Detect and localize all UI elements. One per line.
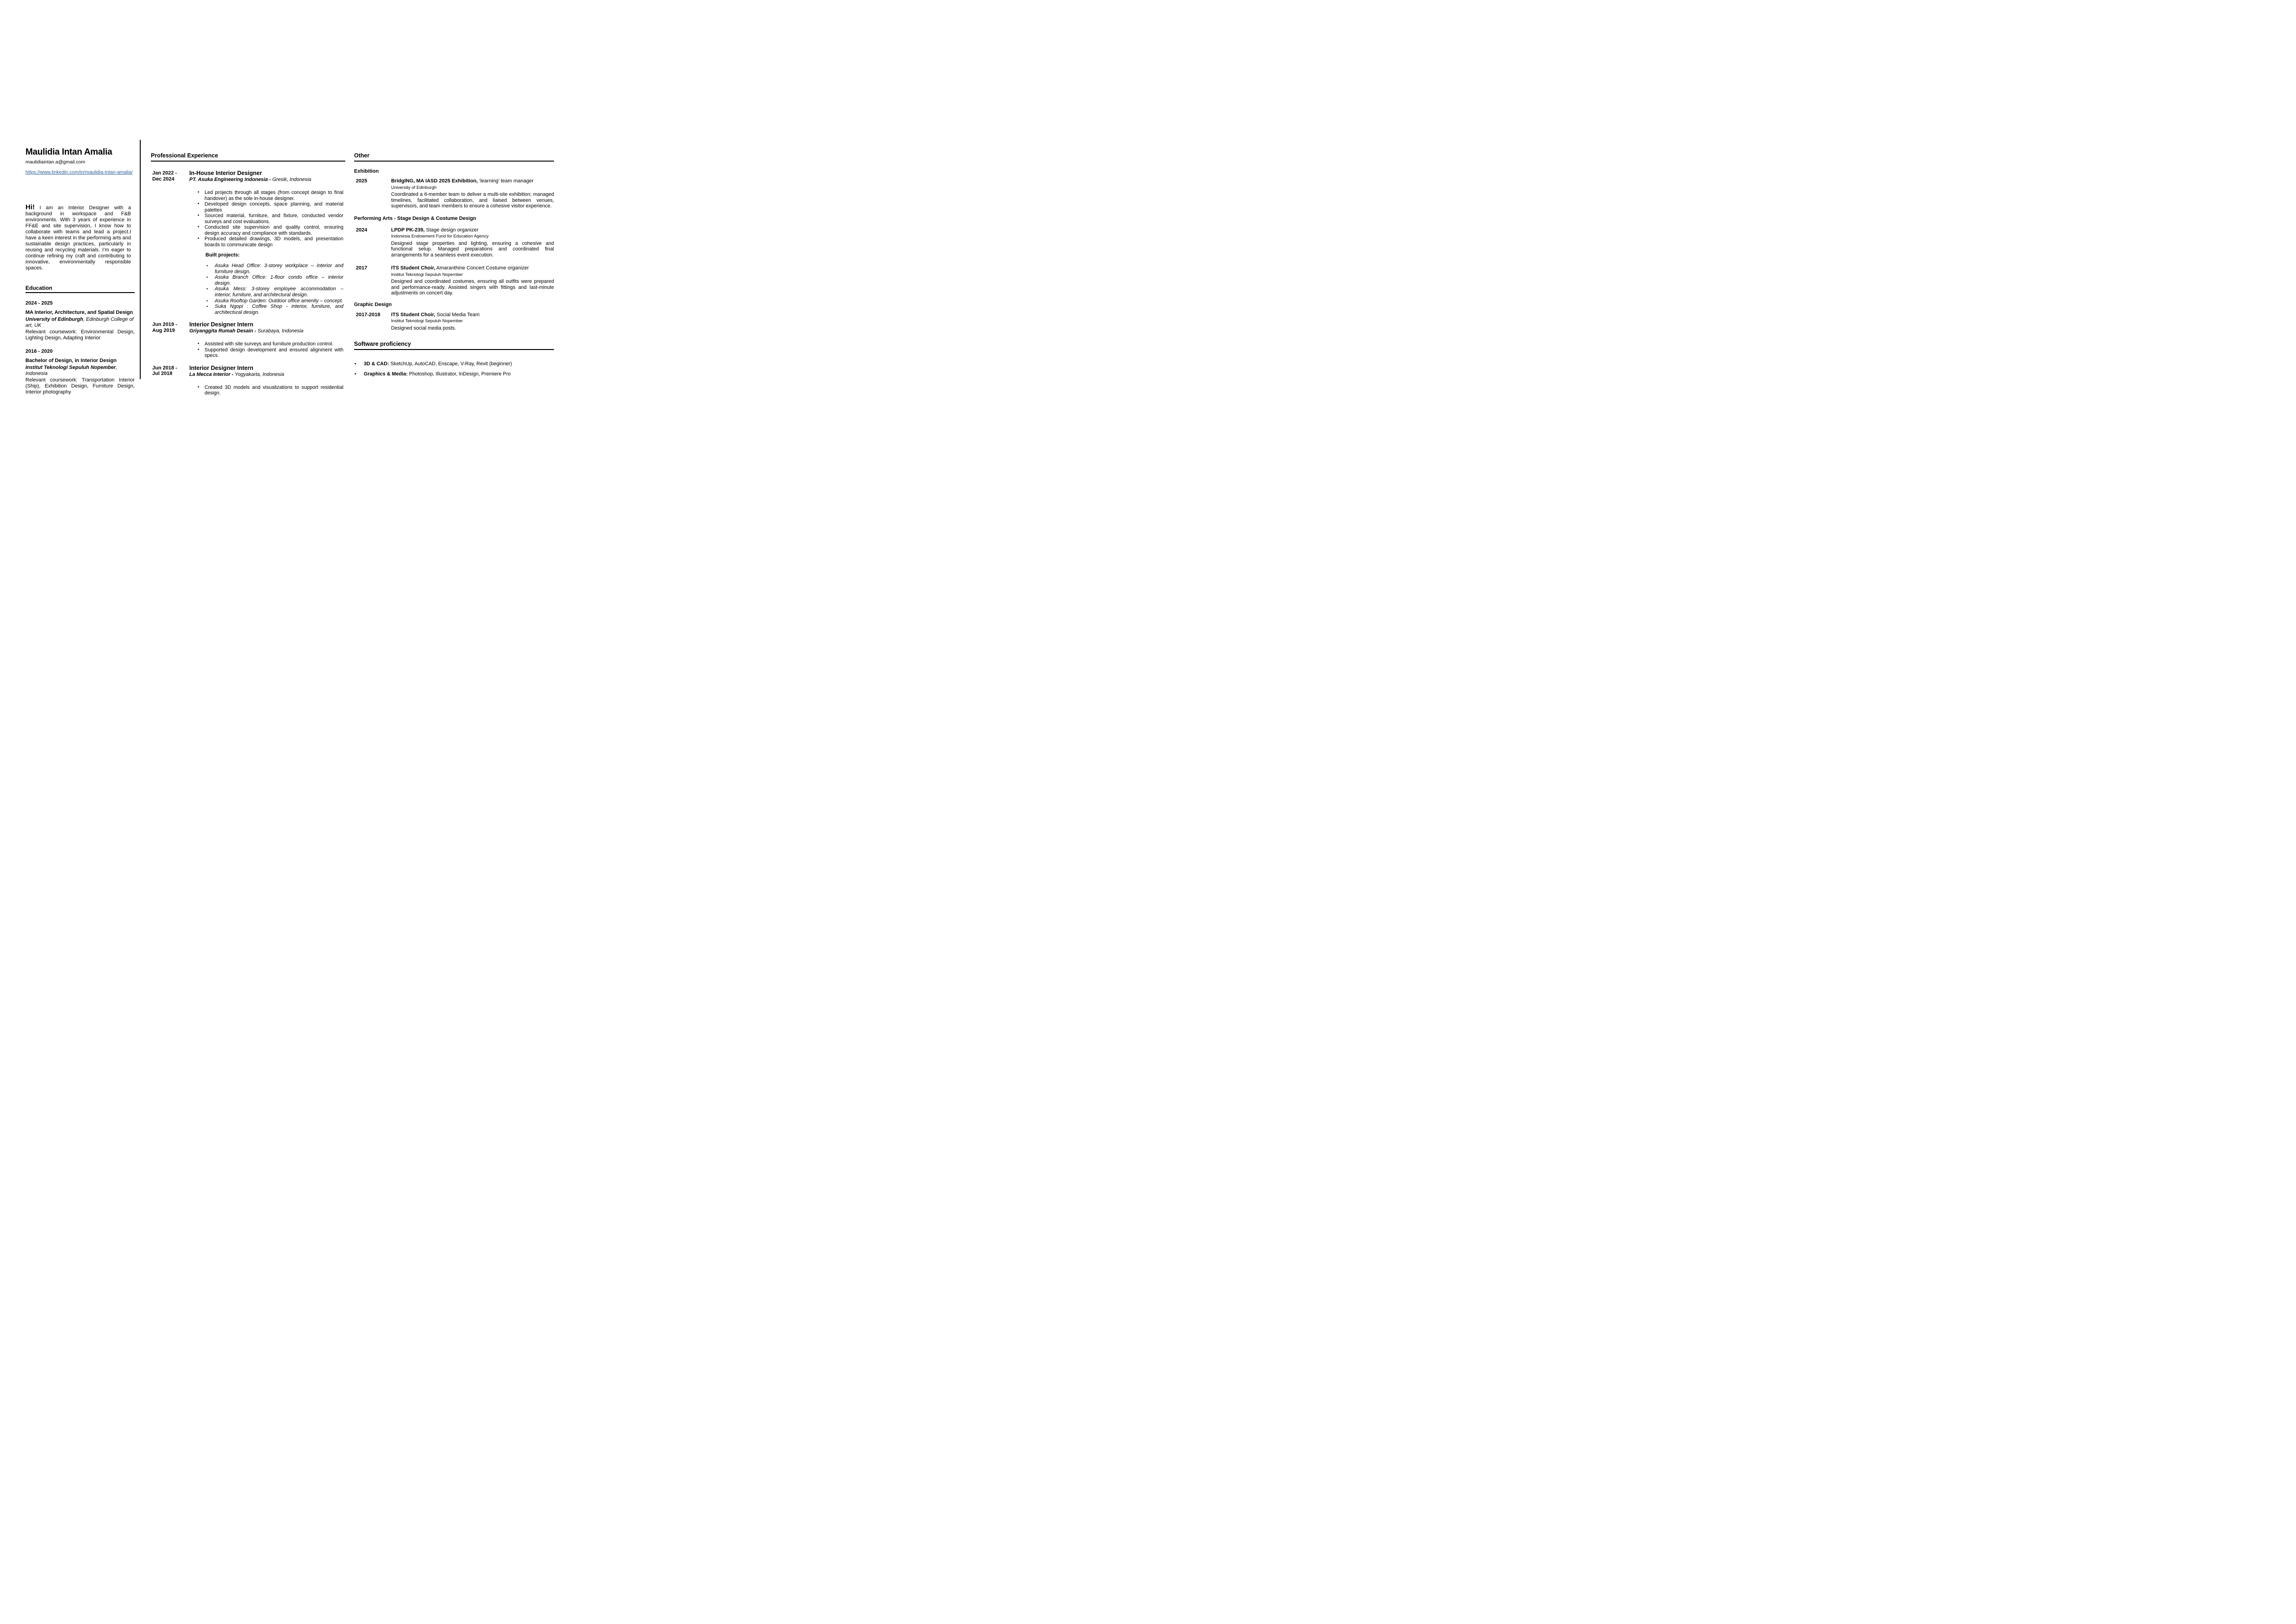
entry-description: Designed stage properties and lighting, ensuring a cohesive and functional setup. Managed preparations and coordinated final arrangements for a seamless event execution. — [391, 240, 554, 258]
job-dates — [151, 322, 189, 359]
entry-description: Designed social media posts. — [391, 325, 456, 331]
education-dates: 2016 - 2020 — [25, 349, 53, 354]
entry-title-role: Social Media Team — [435, 312, 480, 318]
education-school-location: , Edinburgh College of art, UK — [25, 317, 134, 328]
intro-text: I am an Interior Designer with a background in workspace and F&B environments. With 3 years of experience in FF&E and site supervision, I know how to collaborate with teams and lead a project.I have a keen interest in the performing arts and sustainable design practices, particularly in reusing and recycling materials. I’m eager to continue refining my craft and contributing to innovative, environmentally responsible spaces. — [25, 205, 131, 271]
intro-paragraph — [25, 204, 131, 271]
entry-body — [391, 265, 554, 296]
job-dates — [151, 170, 189, 315]
job-title: Interior Designer Intern — [189, 364, 254, 371]
built-projects-label: Built projects: — [205, 252, 240, 258]
job-title: In-House Interior Designer — [189, 170, 262, 176]
entry-title-bold: ITS Student Choir, — [391, 312, 436, 318]
entry-date: 2017 — [356, 265, 367, 271]
entry-title-bold: BridgING, MA IASD 2025 Exhibition, — [391, 178, 478, 184]
entry-date: 2024 — [356, 227, 367, 233]
job-company-line — [189, 328, 345, 334]
other-entry — [354, 265, 554, 296]
job-body — [189, 322, 345, 359]
job-company-line — [189, 372, 345, 378]
entry-organization: Indonesia Endowment Fund for Education Agency — [391, 234, 489, 239]
job-entry — [151, 365, 345, 396]
job-location: Gresik, Indonesia — [271, 177, 311, 182]
job-title: Interior Designer Intern — [189, 321, 254, 328]
software-heading: Software proficiency — [354, 341, 554, 350]
entry-title — [391, 227, 554, 234]
education-school-name: University of Edinburgh — [25, 317, 83, 322]
job-date-start: Jun 2019 - — [152, 322, 177, 328]
software-category: Graphics & Media: — [364, 371, 408, 377]
education-dates: 2024 - 2025 — [25, 300, 53, 306]
job-dates — [151, 365, 189, 396]
job-company-line — [189, 177, 345, 183]
built-project: • Asuka Rooftop Garden: Outdoor office amenity – concept. — [189, 298, 345, 304]
entry-date: 2017-2018 — [356, 312, 380, 318]
education-item — [25, 349, 135, 395]
entry-organization: Institut Teknologi Sepuluh Nopember — [391, 319, 463, 324]
education-coursework: Relevant coursework: Environmental Design, Lighting Design, Adapting Interior — [25, 329, 135, 341]
other-entry — [354, 227, 554, 258]
built-project: • Suka Ngopi : Coffee Shop - interior, furniture, and architectural design. — [189, 304, 345, 315]
job-bullet-list — [189, 385, 345, 396]
entry-body — [391, 178, 554, 209]
job-bullet: • Developed design concepts, space planning, and material palettes — [189, 201, 345, 213]
column-divider — [140, 140, 141, 379]
entry-title — [391, 312, 554, 319]
intro-greeting: Hi! — [25, 203, 35, 211]
experience-column — [151, 153, 345, 396]
education-degree: MA Interior, Architecture, and Spatial Design — [25, 310, 133, 315]
experience-heading: Professional Experience — [151, 153, 345, 162]
software-tools: Photoshop, Illustrator, InDesign, Premiere Pro — [407, 371, 511, 377]
built-projects-list — [189, 263, 345, 315]
job-date-end: Jul 2018 — [152, 371, 173, 377]
education-school-name: Institut Teknologi Sepuluh Nopember — [25, 365, 116, 370]
education-item — [25, 300, 135, 341]
job-bullet: • Led projects through all stages (from concept design to final handover) as the sole in-house designer. — [189, 190, 345, 201]
job-body — [189, 170, 345, 315]
left-column — [25, 147, 135, 395]
other-column — [354, 153, 554, 377]
person-name: Maulidia Intan Amalia — [25, 147, 112, 157]
entry-organization: University of Edinburgh — [391, 185, 437, 190]
job-company: La Mecca Interior - — [189, 371, 234, 377]
built-project: • Asuka Mess: 3-storey employee accommodation – interior, furniture, and architectural design. — [189, 286, 345, 298]
exhibition-heading: Exhibition — [354, 169, 379, 174]
job-location: Yogyakarta, Indonesia — [233, 371, 285, 377]
job-bullet-list — [189, 341, 345, 359]
job-company: PT. Asuka Engineering Indonesia - — [189, 177, 271, 182]
entry-title — [391, 265, 554, 272]
entry-description: Coordinated a 6-member team to deliver a multi-site exhibition; managed timelines, facilitated collaboration, and liaised between venues, supervisors, and team members to ensure a cohesive visitor experience. — [391, 192, 554, 209]
education-degree: Bachelor of Design, in Interior Design — [25, 358, 117, 363]
education-rule — [25, 292, 135, 293]
other-entry — [354, 312, 554, 331]
job-entry — [151, 170, 345, 315]
job-bullet: • Created 3D models and visualizations to support residential design. — [189, 385, 345, 396]
education-school — [25, 365, 135, 377]
entry-title-bold: LPDP PK-239, — [391, 227, 425, 233]
entry-title-bold: ITS Student Choir, — [391, 265, 436, 271]
other-entry — [354, 178, 554, 209]
job-body — [189, 365, 345, 396]
job-bullet: • Produced detailed drawings, 3D models, and presentation boards to communicate design — [189, 236, 345, 248]
entry-date: 2025 — [356, 178, 367, 184]
linkedin-link[interactable]: https://www.linkedin.com/in/maulidia-intan-amalia/ — [25, 169, 133, 175]
entry-title — [391, 178, 554, 185]
software-item — [354, 371, 554, 377]
other-heading: Other — [354, 153, 554, 162]
software-tools: SketchUp, AutoCAD, Enscape, V-Ray, Revit (beginner) — [389, 361, 512, 367]
job-company: Griyanggita Rumah Desain - — [189, 328, 256, 334]
education-coursework: Relevant coursework: Transportation Interior (Ship), Exhibition Design, Furniture Design, Interior photography — [25, 377, 135, 395]
entry-title-role: Amaranthine Concert Costume organizer — [435, 265, 529, 271]
job-bullet: • Sourced material, furniture, and fixture, conducted vendor surveys and cost evaluations. — [189, 213, 345, 225]
job-bullet: • Conducted site supervision and quality control, ensuring design accuracy and compliance with standards. — [189, 225, 345, 236]
job-date-start: Jan 2022 - — [152, 170, 177, 176]
education-school-location: , Indonesia — [25, 365, 118, 376]
entry-organization: Institut Teknologi Sepuluh Nopember — [391, 272, 463, 277]
entry-body — [391, 227, 554, 258]
job-bullet: • Supported design development and ensured alignment with specs. — [189, 347, 345, 359]
software-category: 3D & CAD: — [364, 361, 389, 367]
email-address: maulidiaintan.a@gmail.com — [25, 159, 86, 165]
built-project: • Asuka Head Office: 3-storey workplace – interior and furniture design. — [189, 263, 345, 275]
job-date-end: Dec 2024 — [152, 176, 174, 182]
built-project: • Asuka Branch Office: 1-floor condo office – interior design. — [189, 275, 345, 286]
entry-description: Designed and coordinated costumes, ensuring all outfits were prepared and performance-ready. Assisted singers with fittings and last-minute adjustments on concert day. — [391, 279, 554, 296]
job-date-end: Aug 2019 — [152, 327, 175, 333]
job-date-start: Jun 2018 - — [152, 365, 177, 371]
entry-body — [391, 312, 554, 331]
entry-title-role: Stage design organizer — [424, 227, 479, 233]
software-item — [354, 361, 554, 367]
resume-page — [0, 0, 574, 406]
software-list — [354, 361, 554, 377]
job-entry — [151, 322, 345, 359]
education-school — [25, 317, 135, 329]
graphic-design-heading: Graphic Design — [354, 301, 392, 307]
performing-arts-heading: Performing Arts - Stage Design & Costume Design — [354, 215, 476, 221]
entry-title-role: ‘learning’ team manager — [478, 178, 534, 184]
education-heading: Education — [25, 285, 53, 291]
job-bullet: • Assisted with site surveys and furniture production control. — [189, 341, 345, 347]
job-location: Surabaya, Indonesia — [256, 328, 304, 334]
job-bullet-list — [189, 190, 345, 248]
